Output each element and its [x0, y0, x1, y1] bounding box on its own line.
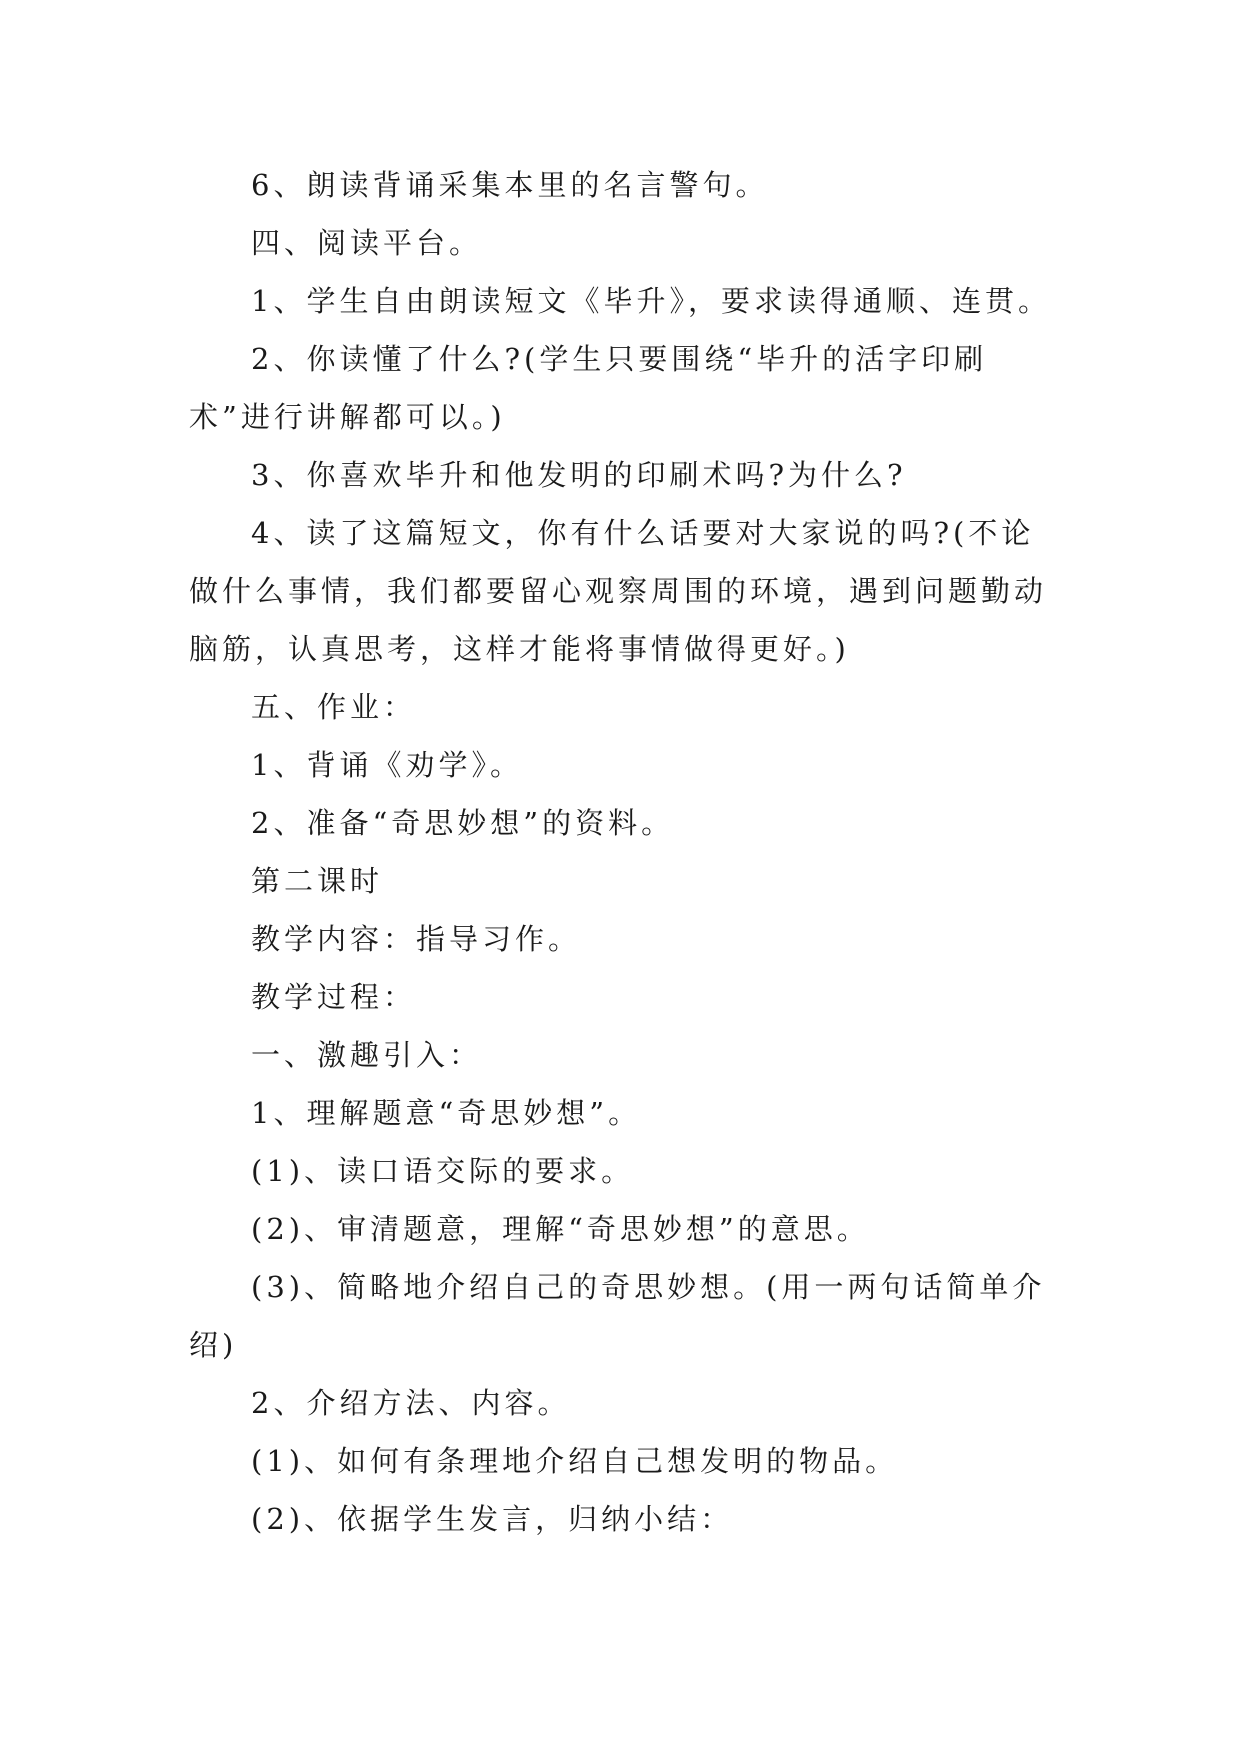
section-heading: 一、激趣引入： — [251, 1038, 483, 1072]
section-heading: 四、阅读平台。 — [251, 226, 483, 260]
paragraph: 2、准备“奇思妙想”的资料。 — [251, 806, 675, 840]
paragraph: (2)、依据学生发言，归纳小结： — [251, 1502, 734, 1536]
paragraph: 4、读了这篇短文，你有什么话要对大家说的吗?(不论做什么事情，我们都要留心观察周围的环境，遇到问题勤动脑筋，认真思考，这样才能将事情做得更好。) — [189, 516, 1048, 666]
paragraph: 6、朗读背诵采集本里的名言警句。 — [251, 168, 769, 202]
paragraph: (3)、简略地介绍自己的奇思妙想。(用一两句话简单介绍) — [189, 1270, 1046, 1362]
paragraph: 2、介绍方法、内容。 — [251, 1386, 571, 1420]
section-heading: 五、作业： — [251, 690, 417, 724]
paragraph: 3、你喜欢毕升和他发明的印刷术吗?为什么? — [251, 458, 907, 492]
paragraph: 2、你读懂了什么?(学生只要围绕“毕升的活字印刷术”进行讲解都可以。) — [189, 342, 988, 434]
lesson-heading: 第二课时 — [251, 864, 384, 898]
paragraph: (1)、读口语交际的要求。 — [251, 1154, 635, 1188]
paragraph: 教学过程： — [251, 980, 417, 1014]
document-body — [189, 156, 1059, 1548]
paragraph: 1、学生自由朗读短文《毕升》，要求读得通顺、连贯。 — [251, 284, 1051, 318]
paragraph: 教学内容：指导习作。 — [251, 922, 582, 956]
paragraph: (2)、审清题意，理解“奇思妙想”的意思。 — [251, 1212, 870, 1246]
paragraph: (1)、如何有条理地介绍自己想发明的物品。 — [251, 1444, 899, 1478]
paragraph: 1、理解题意“奇思妙想”。 — [251, 1096, 642, 1130]
paragraph: 1、背诵《劝学》。 — [251, 748, 523, 782]
